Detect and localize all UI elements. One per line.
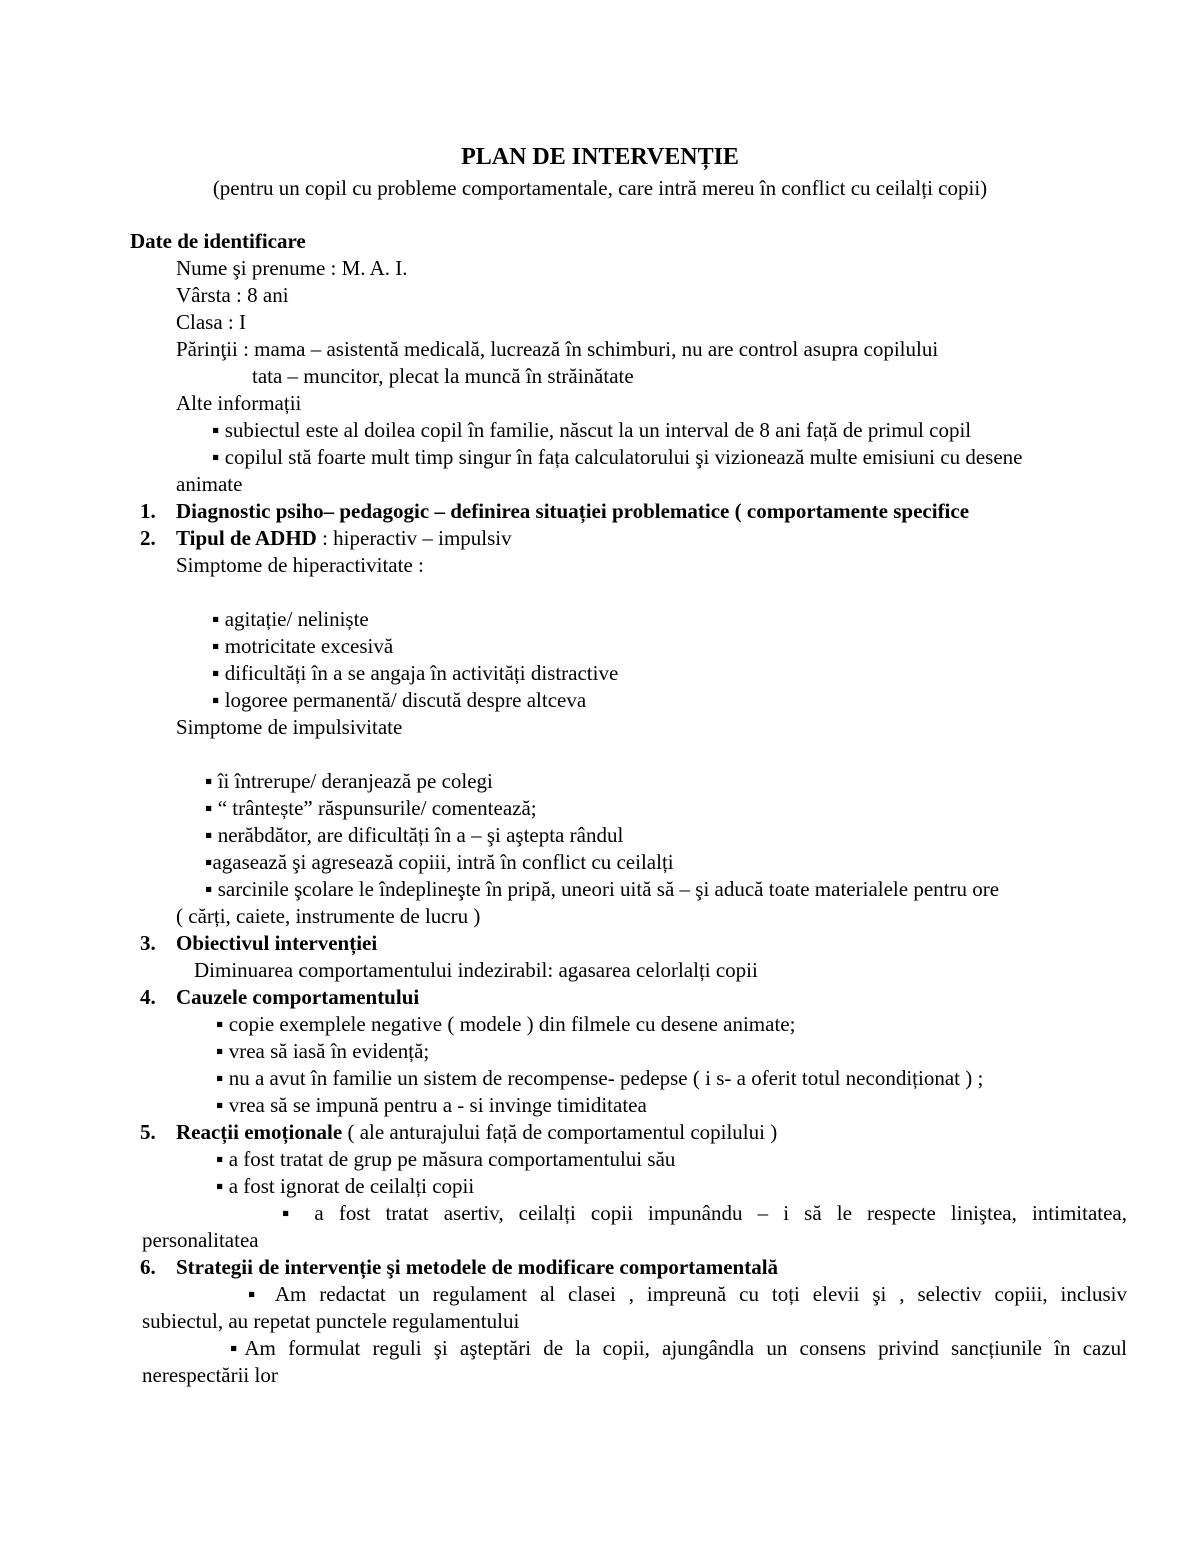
- hyperactivity-item: ▪ logoree permanentă/ discută despre altceva: [212, 688, 587, 712]
- impulsivity-heading: Simptome de impulsivitate: [176, 715, 403, 739]
- hyperactivity-heading: Simptome de hiperactivitate :: [176, 553, 424, 577]
- cause-item: ▪ vrea să se impună pentru a - si invinge timiditatea: [216, 1093, 647, 1117]
- page-title: PLAN DE INTERVENȚIE: [461, 144, 739, 170]
- section-1-heading: Diagnostic psiho– pedagogic – definirea situației problematice ( comportamente specifice: [176, 499, 970, 523]
- section-5-number: 5.: [140, 1120, 156, 1144]
- section-4-heading: Cauzele comportamentului: [176, 985, 420, 1009]
- section-1-number: 1.: [140, 499, 156, 523]
- identification-other-item-cont: animate: [176, 472, 243, 496]
- section-2-label: Tipul de ADHD: [176, 526, 317, 550]
- strategy-paragraph-cont: nerespectării lor: [142, 1363, 278, 1387]
- strategy-paragraph: ▪Am formulat reguli şi aşteptări de la copii, ajungândla un consens privind sancțiunile în cazul: [230, 1336, 1127, 1360]
- cause-item: ▪ vrea să iasă în evidență;: [216, 1039, 430, 1063]
- identification-age: Vârsta : 8 ani: [176, 283, 289, 307]
- impulsivity-item: ▪agasează şi agresează copiii, intră în conflict cu ceilalți: [205, 850, 674, 874]
- section-2-number: 2.: [140, 526, 156, 550]
- section-3-number: 3.: [140, 931, 156, 955]
- section-4-number: 4.: [140, 985, 156, 1009]
- impulsivity-item: ▪ “ trântește” răspunsurile/ comentează;: [205, 796, 537, 820]
- emotional-item: ▪ a fost tratat de grup pe măsura comportamentului său: [216, 1147, 676, 1171]
- identification-other-label: Alte informații: [176, 391, 302, 415]
- section-6-heading: Strategii de intervenție şi metodele de modificare comportamentală: [176, 1255, 779, 1279]
- hyperactivity-item: ▪ agitație/ neliniște: [212, 607, 369, 631]
- hyperactivity-item: ▪ dificultăți în a se angaja în activități distractive: [212, 661, 619, 685]
- identification-mother: Părinţii : mama – asistentă medicală, lucrează în schimburi, nu are control asupra copilului: [176, 337, 939, 361]
- strategy-paragraph-cont: subiectul, au repetat punctele regulamentului: [142, 1309, 520, 1333]
- identification-name: Nume şi prenume : M. A. I.: [176, 256, 408, 280]
- hyperactivity-item: ▪ motricitate excesivă: [212, 634, 394, 658]
- emotional-item-cont: personalitatea: [142, 1228, 259, 1252]
- identification-heading: Date de identificare: [130, 229, 306, 253]
- identification-other-item: ▪ subiectul este al doilea copil în familie, născut la un interval de 8 ani față de primul copil: [212, 418, 972, 442]
- emotional-item: ▪ a fost ignorat de ceilalți copii: [216, 1174, 475, 1198]
- identification-class: Clasa : I: [176, 310, 246, 334]
- section-2-heading: [176, 525, 512, 552]
- section-5-heading: [176, 1119, 777, 1146]
- section-5-rest: ( ale anturajului față de comportamentul copilului ): [342, 1120, 778, 1144]
- impulsivity-item: ▪ nerăbdător, are dificultăți în a – şi aştepta rândul: [205, 823, 624, 847]
- impulsivity-item: ▪ sarcinile şcolare le îndeplineşte în pripă, uneori uită să – şi aducă toate materialele pentru ore: [205, 877, 1000, 901]
- impulsivity-item-cont: ( cărți, caiete, instrumente de lucru ): [176, 904, 481, 928]
- section-6-number: 6.: [140, 1255, 156, 1279]
- identification-father: tata – muncitor, plecat la muncă în străinătate: [252, 364, 634, 388]
- cause-item: ▪ copie exemplele negative ( modele ) din filmele cu desene animate;: [216, 1012, 796, 1036]
- section-3-text: Diminuarea comportamentului indezirabil: agasarea celorlalți copii: [194, 958, 758, 982]
- section-5-label: Reacții emoționale: [176, 1120, 343, 1144]
- impulsivity-item: ▪ îi întrerupe/ deranjează pe colegi: [205, 769, 493, 793]
- strategy-paragraph: ▪ Am redactat un regulament al clasei , impreună cu toți elevii şi , selectiv copiii, inclusiv: [248, 1282, 1127, 1306]
- cause-item: ▪ nu a avut în familie un sistem de recompense- pedepse ( i s- a oferit totul necondiționat ) ;: [216, 1066, 984, 1090]
- page-subtitle: (pentru un copil cu probleme comportamentale, care intră mereu în conflict cu ceilalți copii): [212, 176, 988, 200]
- identification-other-item: ▪ copilul stă foarte mult timp singur în fața calculatorului şi vizionează multe emisiuni cu desene: [212, 445, 1023, 469]
- section-2-value: : hiperactiv – impulsiv: [316, 526, 512, 550]
- emotional-item: ▪ a fost tratat asertiv, ceilalți copii impunându – i să le respecte liniştea, intimitatea,: [282, 1201, 1127, 1225]
- section-3-heading: Obiectivul intervenției: [176, 931, 378, 955]
